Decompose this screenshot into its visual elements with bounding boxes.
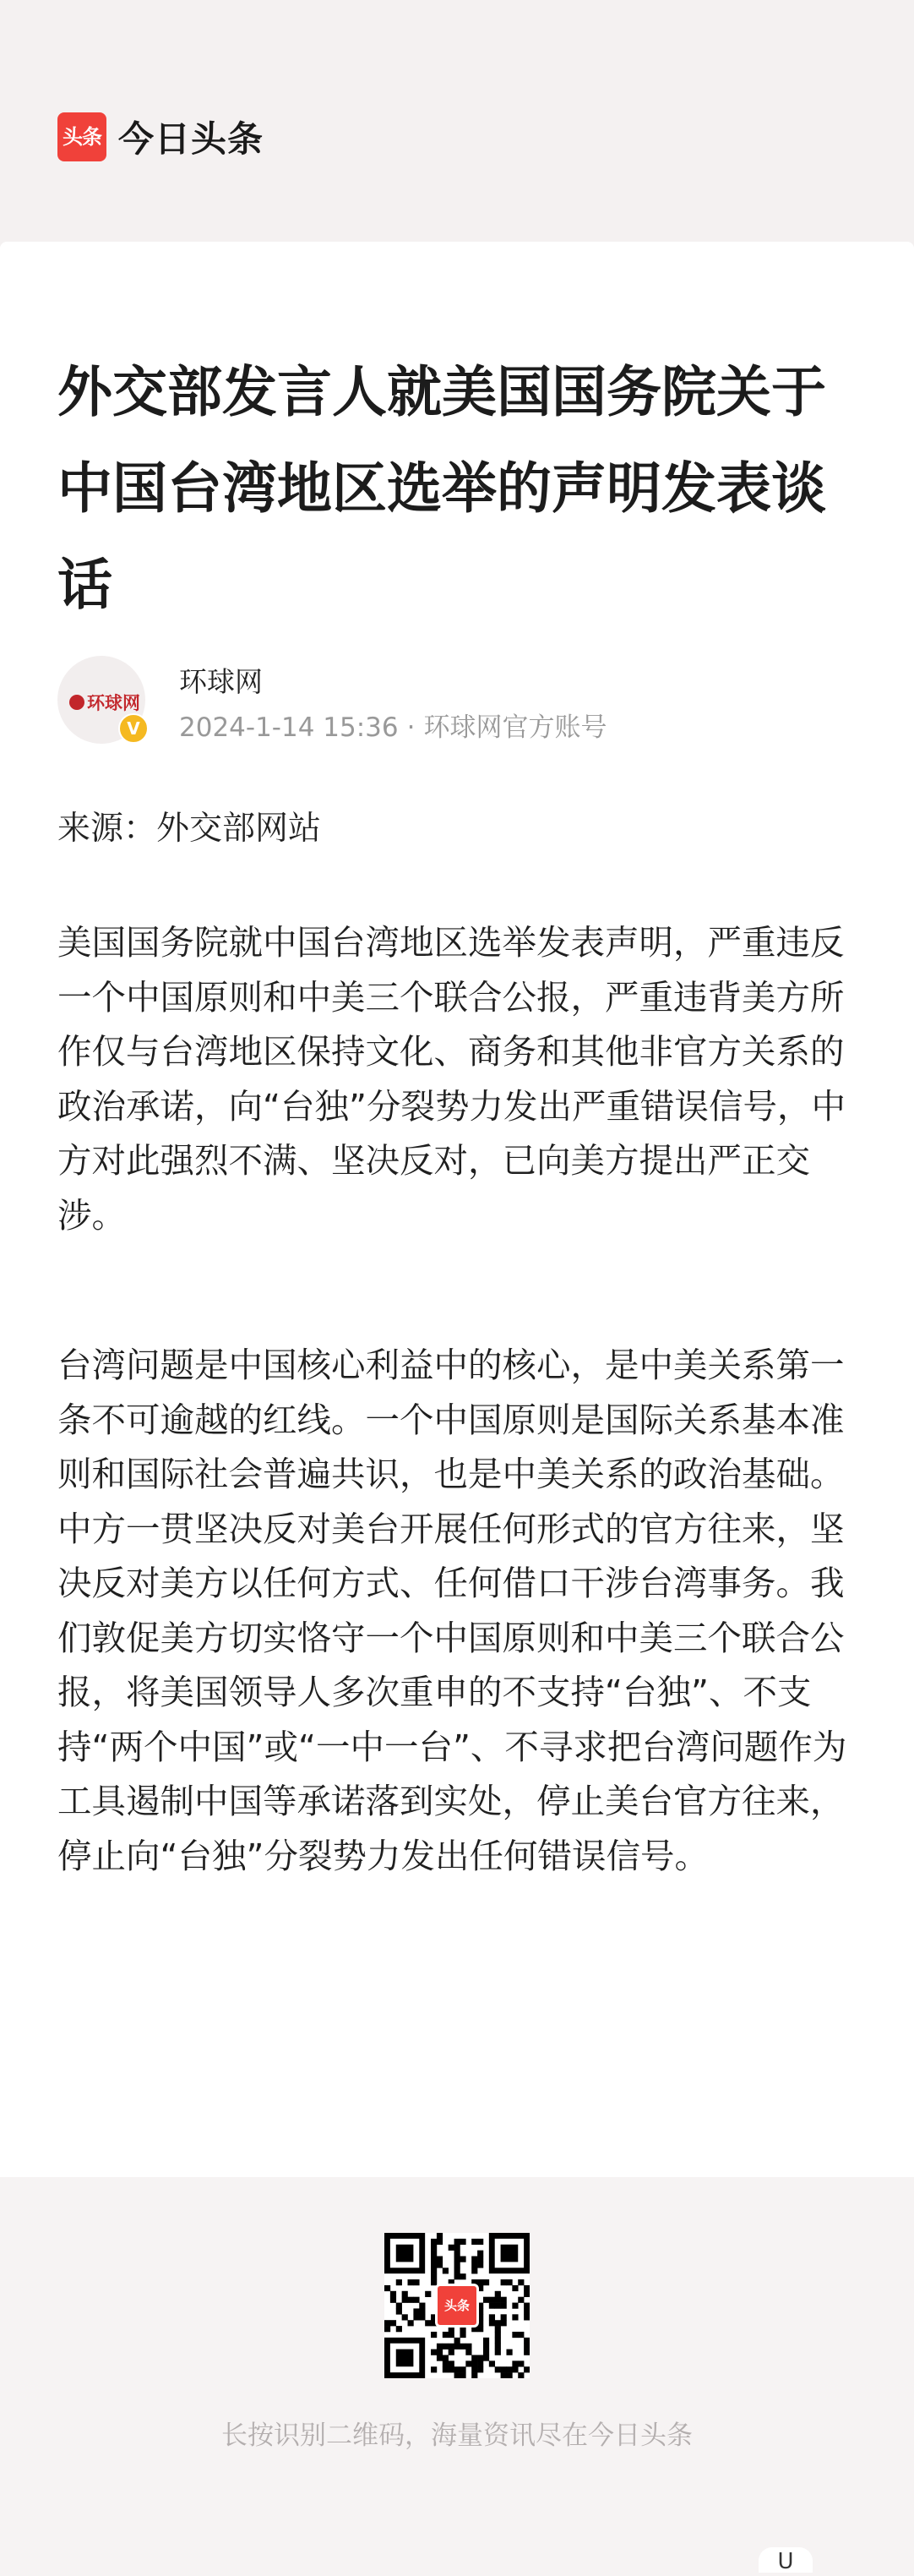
publish-date: 2024-1-14 15:36 bbox=[179, 712, 399, 743]
verified-badge-icon: V bbox=[118, 713, 149, 744]
author-info bbox=[179, 663, 607, 745]
app-name: 今日头条 bbox=[118, 118, 264, 160]
toutiao-logo-icon: 头条 bbox=[57, 112, 106, 161]
article-paragraph: 美国国务院就中国台湾地区选举发表声明，严重违反一个中国原则和中美三个联合公报，严重违背美方所作仅与台湾地区保持文化、商务和其他非官方关系的政治承诺，向“台独”分裂势力发出严重错误信号，中方对此强烈不满、坚决反对，已向美方提出严正交涉。 bbox=[57, 922, 846, 1236]
article-paragraph: 台湾问题是中国核心利益中的核心，是中美关系第一条不可逾越的红线。一个中国原则是国际关系基本准则和国际社会普遍共识，也是中美关系的政治基础。中方一贯坚决反对美台开展任何形式的官方往来，坚决反对美方以任何方式、任何借口干涉台湾事务。我们敦促美方切实恪守一个中国原则和中美三个联合公报，将美国领导人多次重申的不支持“台独”、不支持“两个中国”或“一中一台”、不寻求把台湾问题作为工具遏制中国等承诺落到实处，停止美台官方往来，停止向“台独”分裂势力发出任何错误信号。 bbox=[57, 1345, 847, 1876]
share-footer bbox=[0, 2177, 914, 2576]
corner-handle[interactable]: U bbox=[759, 2547, 813, 2573]
globe-icon bbox=[69, 695, 84, 710]
article-source: 来源：外交部网站 bbox=[57, 810, 322, 848]
qr-caption: 长按识别二维码，海量资讯尽在今日头条 bbox=[221, 2420, 693, 2451]
article-card bbox=[0, 242, 914, 2177]
avatar-text: 环球网 bbox=[87, 693, 140, 713]
author-name[interactable]: 环球网 bbox=[179, 665, 263, 698]
author-row[interactable] bbox=[57, 656, 607, 745]
meta-separator: · bbox=[406, 712, 416, 743]
article-title: 外交部发言人就美国国务院关于中国台湾地区选举的声明发表谈话 bbox=[57, 361, 827, 617]
account-type: 环球网官方账号 bbox=[423, 712, 607, 743]
avatar[interactable] bbox=[57, 656, 145, 744]
author-meta bbox=[179, 710, 607, 745]
avatar-logo bbox=[69, 690, 140, 715]
app-header bbox=[0, 0, 914, 254]
qr-code[interactable] bbox=[384, 2233, 530, 2378]
app-logo[interactable] bbox=[57, 112, 264, 162]
qr-logo-icon: 头条 bbox=[435, 2284, 479, 2328]
